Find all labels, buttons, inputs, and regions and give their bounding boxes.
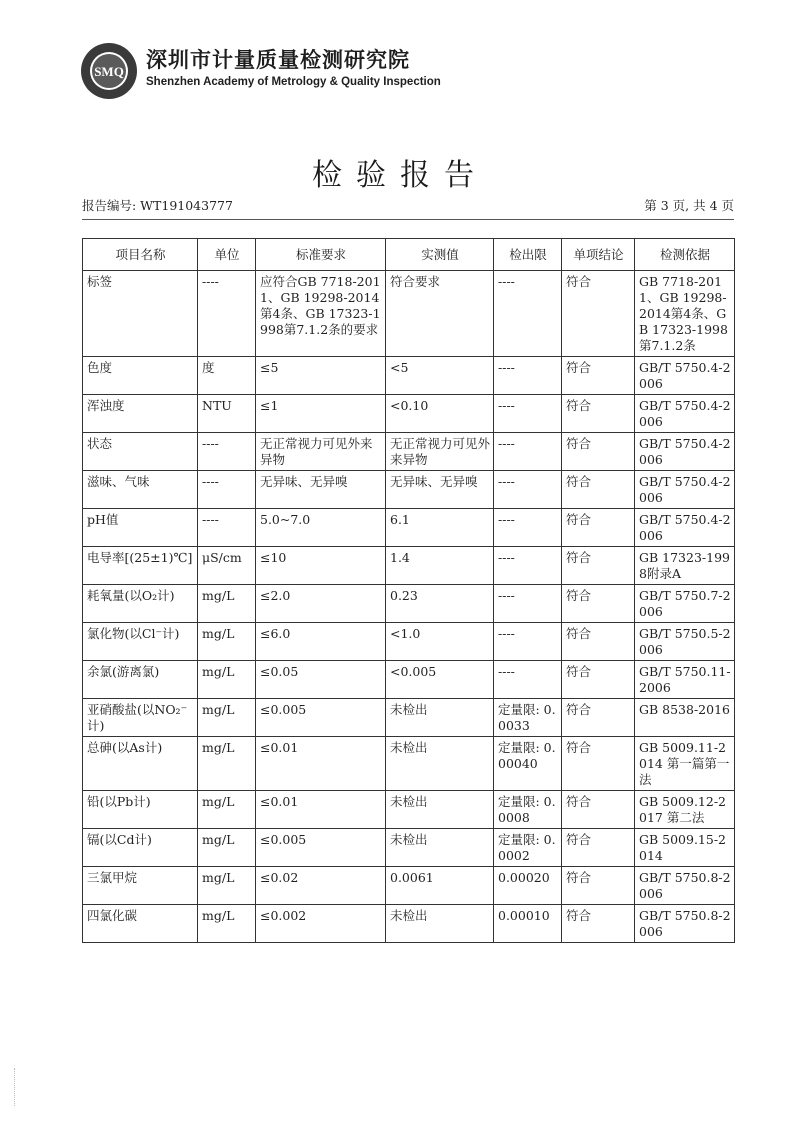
cell-unit: mg/L (198, 791, 256, 829)
cell-conclusion: 符合 (562, 699, 635, 737)
cell-requirement: ≤0.05 (256, 661, 386, 699)
cell-measured-value: 无正常视力可见外来异物 (386, 433, 494, 471)
cell-measured-value: 0.23 (386, 585, 494, 623)
cell-conclusion: 符合 (562, 471, 635, 509)
cell-conclusion: 符合 (562, 357, 635, 395)
cell-unit: ---- (198, 433, 256, 471)
cell-conclusion: 符合 (562, 829, 635, 867)
cell-unit: mg/L (198, 585, 256, 623)
cell-requirement: 应符合GB 7718-2011、GB 19298-2014第4条、GB 17323-1998第7.1.2条的要求 (256, 271, 386, 357)
table-row (83, 661, 735, 699)
col-header-method: 检测依据 (635, 239, 735, 271)
cell-item-name: 亚硝酸盐(以NO₂⁻计) (83, 699, 198, 737)
report-number: 报告编号: WT191043777 (82, 198, 233, 213)
cell-measured-value: <1.0 (386, 623, 494, 661)
cell-detection-limit: ---- (494, 585, 562, 623)
cell-test-method: GB 5009.12-2017 第二法 (635, 791, 735, 829)
cell-item-name: 状态 (83, 433, 198, 471)
document-title: 检验报告 (312, 158, 488, 193)
col-header-unit: 单位 (198, 239, 256, 271)
cell-unit: 度 (198, 357, 256, 395)
cell-unit: mg/L (198, 699, 256, 737)
cell-test-method: GB/T 5750.11-2006 (635, 661, 735, 699)
cell-conclusion: 符合 (562, 661, 635, 699)
table-row (83, 791, 735, 829)
cell-measured-value: 未检出 (386, 905, 494, 943)
cell-detection-limit: ---- (494, 547, 562, 585)
cell-measured-value: 未检出 (386, 699, 494, 737)
cell-conclusion: 符合 (562, 623, 635, 661)
cell-unit: mg/L (198, 867, 256, 905)
table-row (83, 547, 735, 585)
cell-unit: mg/L (198, 661, 256, 699)
table-row (83, 395, 735, 433)
cell-measured-value: 1.4 (386, 547, 494, 585)
cell-unit: mg/L (198, 623, 256, 661)
col-header-measured: 实测值 (386, 239, 494, 271)
cell-item-name: 余氯(游离氯) (83, 661, 198, 699)
cell-measured-value: 未检出 (386, 829, 494, 867)
cell-item-name: 总砷(以As计) (83, 737, 198, 791)
cell-item-name: 四氯化碳 (83, 905, 198, 943)
cell-requirement: ≤0.005 (256, 699, 386, 737)
cell-unit: ---- (198, 471, 256, 509)
table-row (83, 737, 735, 791)
cell-requirement: 无异味、无异嗅 (256, 471, 386, 509)
cell-requirement: ≤10 (256, 547, 386, 585)
cell-requirement: ≤0.01 (256, 791, 386, 829)
cell-conclusion: 符合 (562, 509, 635, 547)
cell-requirement: ≤0.01 (256, 737, 386, 791)
cell-item-name: 滋味、气味 (83, 471, 198, 509)
cell-test-method: GB/T 5750.4-2006 (635, 395, 735, 433)
cell-test-method: GB/T 5750.8-2006 (635, 867, 735, 905)
cell-detection-limit: ---- (494, 509, 562, 547)
table-row (83, 585, 735, 623)
table-row (83, 509, 735, 547)
cell-detection-limit: 定量限: 0.0033 (494, 699, 562, 737)
table-row (83, 471, 735, 509)
cell-test-method: GB/T 5750.8-2006 (635, 905, 735, 943)
cell-requirement: ≤5 (256, 357, 386, 395)
cell-detection-limit: 0.00010 (494, 905, 562, 943)
cell-detection-limit: 定量限: 0.0002 (494, 829, 562, 867)
cell-item-name: 标签 (83, 271, 198, 357)
cell-measured-value: <5 (386, 357, 494, 395)
table-header-row (83, 239, 735, 271)
cell-unit: ---- (198, 271, 256, 357)
cell-requirement: ≤1 (256, 395, 386, 433)
cell-unit: μS/cm (198, 547, 256, 585)
page-info: 第 3 页, 共 4 页 (644, 198, 734, 213)
cell-item-name: 氯化物(以Cl⁻计) (83, 623, 198, 661)
table-row (83, 433, 735, 471)
cell-detection-limit: ---- (494, 661, 562, 699)
table-row (83, 867, 735, 905)
table-row (83, 271, 735, 357)
cell-detection-limit: ---- (494, 395, 562, 433)
cell-conclusion: 符合 (562, 867, 635, 905)
cell-detection-limit: 0.00020 (494, 867, 562, 905)
cell-requirement: ≤0.002 (256, 905, 386, 943)
cell-measured-value: 0.0061 (386, 867, 494, 905)
org-name-cn: 深圳市计量质量检测研究院 (146, 48, 410, 72)
cell-test-method: GB 5009.11-2014 第一篇第一法 (635, 737, 735, 791)
cell-requirement: 5.0~7.0 (256, 509, 386, 547)
cell-conclusion: 符合 (562, 433, 635, 471)
cell-item-name: 镉(以Cd计) (83, 829, 198, 867)
cell-measured-value: 6.1 (386, 509, 494, 547)
cell-test-method: GB/T 5750.4-2006 (635, 471, 735, 509)
cell-conclusion: 符合 (562, 395, 635, 433)
logo-text: SMQ (94, 64, 124, 79)
table-row (83, 829, 735, 867)
col-header-detection-limit: 检出限 (494, 239, 562, 271)
cell-requirement: ≤0.005 (256, 829, 386, 867)
cell-test-method: GB/T 5750.4-2006 (635, 357, 735, 395)
header-divider (82, 219, 734, 220)
cell-item-name: 浑浊度 (83, 395, 198, 433)
cell-conclusion: 符合 (562, 737, 635, 791)
col-header-item: 项目名称 (83, 239, 198, 271)
cell-test-method: GB 7718-2011、GB 19298-2014第4条、GB 17323-1998第7.1.2条 (635, 271, 735, 357)
smq-logo-icon (80, 42, 138, 100)
table-row (83, 623, 735, 661)
cell-requirement: ≤6.0 (256, 623, 386, 661)
cell-conclusion: 符合 (562, 547, 635, 585)
table-row (83, 357, 735, 395)
cell-unit: mg/L (198, 737, 256, 791)
cell-unit: NTU (198, 395, 256, 433)
table-row (83, 905, 735, 943)
cell-measured-value: 符合要求 (386, 271, 494, 357)
cell-unit: mg/L (198, 829, 256, 867)
cell-requirement: 无正常视力可见外来异物 (256, 433, 386, 471)
cell-test-method: GB/T 5750.5-2006 (635, 623, 735, 661)
cell-measured-value: <0.005 (386, 661, 494, 699)
margin-mark (14, 1068, 19, 1106)
cell-detection-limit: ---- (494, 357, 562, 395)
cell-test-method: GB 17323-1998附录A (635, 547, 735, 585)
cell-detection-limit: ---- (494, 433, 562, 471)
cell-test-method: GB 5009.15-2014 (635, 829, 735, 867)
cell-measured-value: 无异味、无异嗅 (386, 471, 494, 509)
cell-item-name: 三氯甲烷 (83, 867, 198, 905)
cell-unit: ---- (198, 509, 256, 547)
cell-measured-value: <0.10 (386, 395, 494, 433)
cell-requirement: ≤0.02 (256, 867, 386, 905)
cell-detection-limit: ---- (494, 271, 562, 357)
cell-conclusion: 符合 (562, 271, 635, 357)
cell-item-name: 电导率[(25±1)℃] (83, 547, 198, 585)
report-header (80, 42, 580, 102)
cell-conclusion: 符合 (562, 585, 635, 623)
cell-measured-value: 未检出 (386, 791, 494, 829)
cell-item-name: pH值 (83, 509, 198, 547)
cell-requirement: ≤2.0 (256, 585, 386, 623)
cell-conclusion: 符合 (562, 791, 635, 829)
cell-conclusion: 符合 (562, 905, 635, 943)
org-name-en: Shenzhen Academy of Metrology & Quality Inspection (146, 76, 441, 88)
cell-detection-limit: 定量限: 0.0008 (494, 791, 562, 829)
cell-detection-limit: ---- (494, 471, 562, 509)
cell-test-method: GB/T 5750.7-2006 (635, 585, 735, 623)
cell-detection-limit: ---- (494, 623, 562, 661)
cell-item-name: 耗氧量(以O₂计) (83, 585, 198, 623)
cell-unit: mg/L (198, 905, 256, 943)
cell-test-method: GB 8538-2016 (635, 699, 735, 737)
cell-measured-value: 未检出 (386, 737, 494, 791)
cell-item-name: 铅(以Pb计) (83, 791, 198, 829)
cell-test-method: GB/T 5750.4-2006 (635, 509, 735, 547)
cell-detection-limit: 定量限: 0.00040 (494, 737, 562, 791)
test-results-table (82, 238, 735, 943)
cell-item-name: 色度 (83, 357, 198, 395)
col-header-conclusion: 单项结论 (562, 239, 635, 271)
cell-test-method: GB/T 5750.4-2006 (635, 433, 735, 471)
table-row (83, 699, 735, 737)
col-header-requirement: 标准要求 (256, 239, 386, 271)
